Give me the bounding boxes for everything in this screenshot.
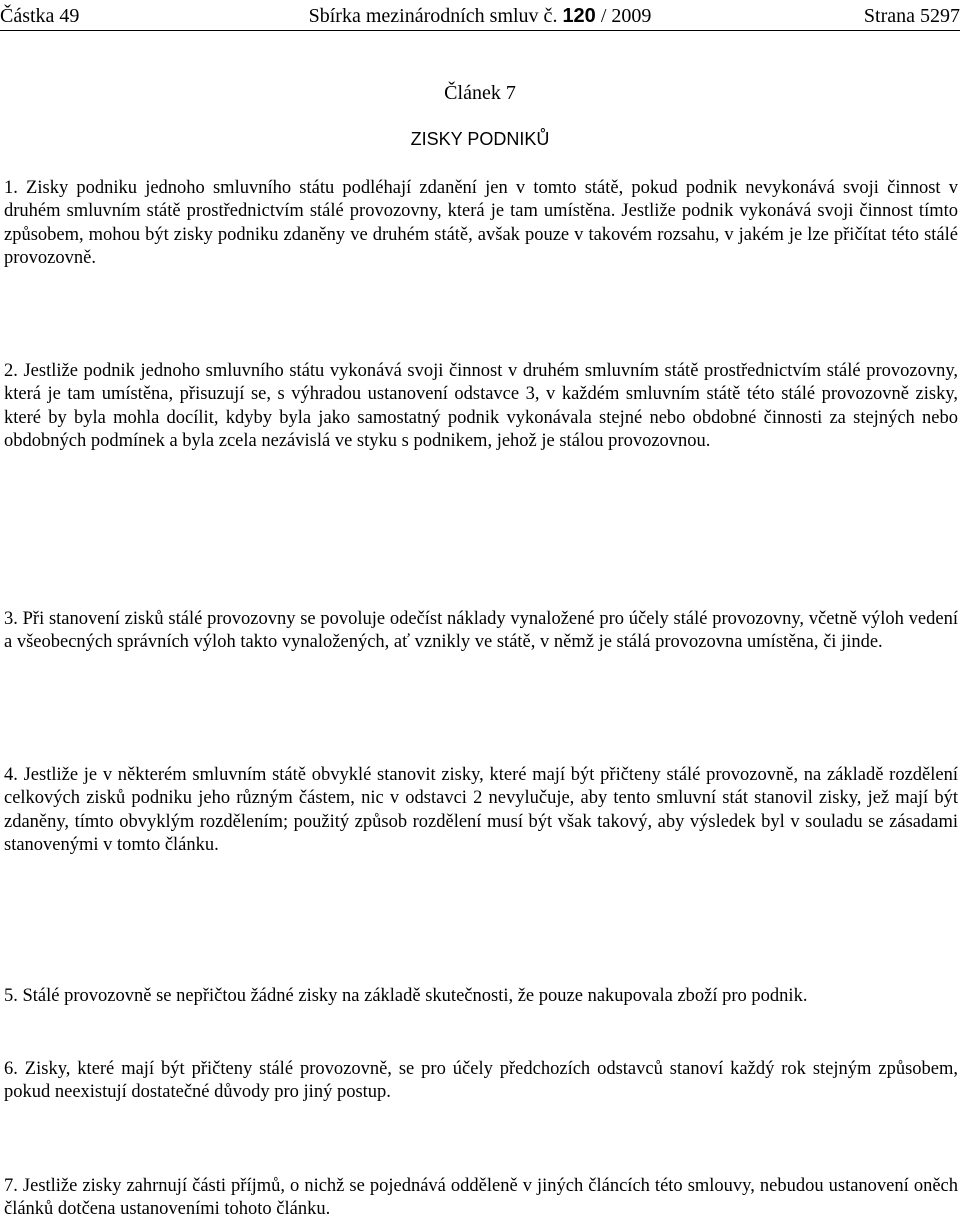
- paragraph-2: 2. Jestliže podnik jednoho smluvního státu vykonává svoji činnost v druhém smluvním státě prostřednictvím stálé provozovny, která je tam umístěna, přisuzují se, s výhradou ustanovení odstavce 3, v každém smluvním státě této stálé provozovně zisky, které by byla mohla docílit, kdyby byla jako samostatný podnik vykonávala stejné nebo obdobné činnosti za stejných nebo obdobných podmínek a byla zcela nezávislá ve styku s podnikem, jehož je stálou provozovnou.: [4, 361, 958, 452]
- paragraph-7: 7. Jestliže zisky zahrnují části příjmů, o nichž se pojednává odděleně v jiných článcích této smlouvy, nebudou ustanovení oněch článků dotčena ustanoveními tohoto článku.: [4, 1176, 958, 1218]
- collection-year: / 2009: [600, 5, 652, 27]
- paragraph-5: 5. Stálé provozovně se nepřičtou žádné zisky na základě skutečnosti, že pouze nakupovala zboží pro podnik.: [4, 986, 808, 1006]
- paragraph-6: 6. Zisky, které mají být přičteny stálé provozovně, se pro účely předchozích odstavců stanoví každý rok stejným způsobem, pokud neexistují dostatečné důvody pro jiný postup.: [4, 1059, 958, 1103]
- collection-title: [0, 2, 960, 30]
- collection-name: Sbírka mezinárodních smluv č.: [308, 5, 558, 27]
- paragraph-1: 1. Zisky podniku jednoho smluvního státu podléhají zdanění jen v tomto státě, pokud podnik nevykonává svoji činnost v druhém smluvním státě prostřednictvím stálé provozovny, která je tam umístěna. Jestliže podnik vykonává svoji činnost tímto způsobem, mohou být zisky podniku zdaněny ve druhém státě, avšak pouze v takovém rozsahu, v jakém je lze přičítat této stálé provozovně.: [4, 178, 958, 269]
- page-number: Strana 5297: [863, 5, 960, 27]
- issue-number: Částka 49: [0, 5, 80, 27]
- collection-number: 120: [562, 5, 596, 27]
- page-header: [0, 0, 960, 31]
- article-number: Článek 7: [444, 82, 516, 104]
- paragraph-4: 4. Jestliže je v některém smluvním státě obvyklé stanovit zisky, které mají být přičteny stálé provozovně, na základě rozdělení celkových zisků podniku jeho různým částem, nic v odstavci 2 nevylučuje, aby tento smluvní stát stanovil zisky, jež mají být zdaněny, tímto obvyklým rozdělením; použitý způsob rozdělení musí být však takový, aby výsledek byl v souladu se zásadami stanovenými v tomto článku.: [4, 765, 958, 856]
- paragraph-3: 3. Při stanovení zisků stálé provozovny se povoluje odečíst náklady vynaložené pro účely stálé provozovny, včetně výloh vedení a všeobecných správních výloh takto vynaložených, ať vznikly ve státě, v němž je stálá provozovna umístěna, či jinde.: [4, 609, 958, 653]
- article-title: ZISKY PODNIKŮ: [410, 129, 550, 149]
